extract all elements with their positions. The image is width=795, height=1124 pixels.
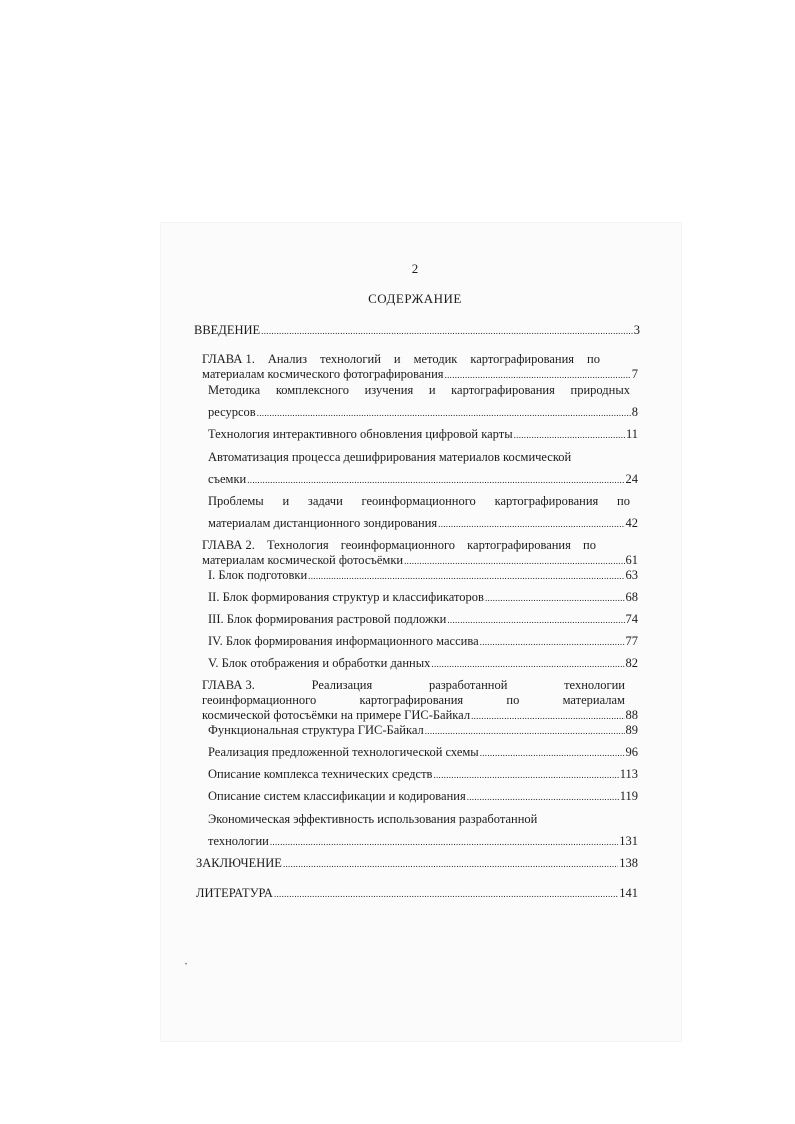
toc-section-2-2: II. Блок формирования структур и классификаторов ..... 68 xyxy=(208,589,638,606)
page-number: 2 xyxy=(411,261,419,276)
toc-section-2-5: V. Блок отображения и обработки данных ..... 82 xyxy=(208,655,638,672)
toc-section-1-1-cont: ресурсов ..... 8 xyxy=(208,404,638,421)
toc-section-1-4: Проблемы и задачи геоинформационного картографирования по xyxy=(208,494,630,508)
toc-entry-intro: ВВЕДЕНИЕ ..... 3 xyxy=(194,322,640,339)
page-title: СОДЕРЖАНИЕ xyxy=(368,291,462,306)
toc-section-1-2: Технология интерактивного обновления цифровой карты ..... 11 xyxy=(208,426,638,443)
toc-section-3-1: Функциональная структура ГИС-Байкал ..... 89 xyxy=(208,722,638,739)
toc-section-3-5: Экономическая эффективность использования разработанной xyxy=(208,812,538,826)
toc-section-3-4: Описание систем классификации и кодирования ..... 119 xyxy=(208,788,638,805)
toc-chapter-3-cont: геоинформационного картографирования по материалам xyxy=(202,693,625,707)
toc-section-1-3-cont: съемки ..... 24 xyxy=(208,471,638,488)
toc-section-3-2: Реализация предложенной технологической схемы ..... 96 xyxy=(208,744,638,761)
toc-chapter-3: ГЛАВА 3. Реализация разработанной технологии xyxy=(202,678,625,692)
toc-section-3-5-cont: технологии ..... 131 xyxy=(208,833,638,850)
toc-section-2-1: I. Блок подготовки ..... 63 xyxy=(208,567,638,584)
toc-section-2-4: IV. Блок формирования информационного массива ..... 77 xyxy=(208,633,638,650)
toc-chapter-2-cont: материалам космической фотосъёмки ..... 61 xyxy=(202,552,638,569)
toc-section-1-4-cont: материалам дистанционного зондирования ..... 42 xyxy=(208,515,638,532)
toc-entry-conclusion: ЗАКЛЮЧЕНИЕ ..... 138 xyxy=(196,855,638,872)
toc-section-2-3: III. Блок формирования растровой подложки ..... 74 xyxy=(208,611,638,628)
scanned-page xyxy=(160,222,682,1042)
toc-section-1-1: Методика комплексного изучения и картографирования природных xyxy=(208,383,630,397)
toc-section-1-3: Автоматизация процесса дешифрирования материалов космической xyxy=(208,450,572,464)
scan-speck: • xyxy=(185,962,188,968)
toc-chapter-1-cont: материалам космического фотографирования ..... 7 xyxy=(202,366,638,383)
toc-entry-literature: ЛИТЕРАТУРА ..... 141 xyxy=(196,885,638,902)
toc-section-3-3: Описание комплекса технических средств ..... 113 xyxy=(208,766,638,783)
toc-chapter-3-cont2: космической фотосъёмки на примере ГИС-Байкал ..... 88 xyxy=(202,707,638,724)
toc-chapter-1: ГЛАВА 1. Анализ технологий и методик картографирования по xyxy=(202,352,600,366)
toc-chapter-2: ГЛАВА 2. Технология геоинформационного картографирования по xyxy=(202,538,596,552)
